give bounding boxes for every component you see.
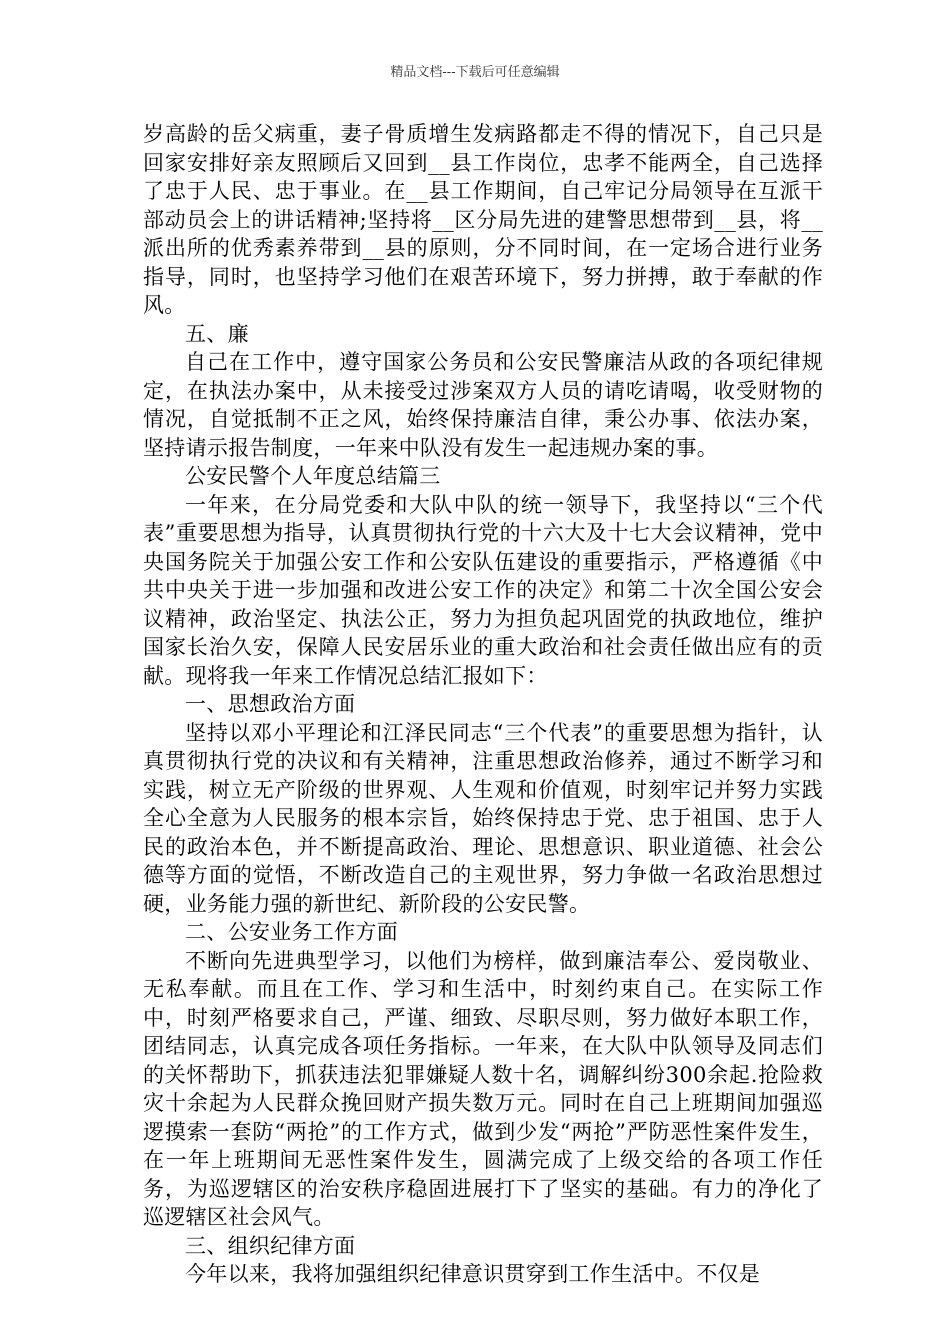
paragraph-continuation: 岁高龄的岳父病重，妻子骨质增生发病路都走不得的情况下，自己只是回家安排好亲友照顾后又回到__县工作岗位，忠孝不能两全，自己选择了忠于人民、忠于事业。在__县工作期间，自己牢记分局领导在互派干部动员会上的讲话精神;坚持将__区分局先进的建警思想带到__县，将__派出所的优秀素养带到__县的原则，分不同时间，在一定场合进行业务指导，同时，也坚持学习他们在艰苦环境下，努力拼搏，敢于奉献的作风。 bbox=[143, 122, 823, 317]
paragraph-intro: 一年来，在分局党委和大队中队的统一领导下，我坚持以“三个代表”重要思想为指导，认真贯彻执行党的十六大及十七大会议精神，党中央国务院关于加强公安工作和公安队伍建设的重要指示，严格遵循《中共中央关于进一步加强和改进公安工作的决定》和第二十次全国公安会议精神，政治坚定、执法公正，努力为担负起巩固党的执政地位，维护国家长治久安，保障人民安居乐业的重大政治和社会责任做出应有的贡献。现将我一年来工作情况总结汇报如下： bbox=[143, 492, 823, 688]
paragraph-discipline: 今年以来，我将加强组织纪律意识贯穿到工作生活中。不仅是 bbox=[185, 1262, 761, 1286]
section-heading-political: 一、思想政治方面 bbox=[185, 692, 356, 716]
page-header: 精品文档---下载后可任意编辑 bbox=[390, 65, 560, 80]
section-heading-discipline: 三、组织纪律方面 bbox=[185, 1233, 356, 1258]
section-heading-business: 二、公安业务工作方面 bbox=[185, 920, 398, 944]
article-title-part-three: 公安民警个人年度总结篇三 bbox=[185, 464, 441, 488]
document-body bbox=[143, 120, 823, 1289]
section-heading-integrity: 五、廉 bbox=[185, 321, 249, 346]
paragraph-integrity: 自己在工作中，遵守国家公务员和公安民警廉洁从政的各项纪律规定，在执法办案中，从未接受过涉案双方人员的请吃请喝，收受财物的情况，自觉抵制不正之风，始终保持廉洁自律，秉公办事、依法办案，坚持请示报告制度，一年来中队没有发生一起违规办案的事。 bbox=[143, 350, 823, 460]
paragraph-business: 不断向先进典型学习，以他们为榜样，做到廉洁奉公、爱岗敬业、无私奉献。而且在工作、学习和生活中，时刻约束自己。在实际工作中，时刻严格要求自己，严谨、细致、尽职尽则，努力做好本职工作，团结同志，认真完成各项任务指标。一年来，在大队中队领导及同志们的关怀帮助下，抓获违法犯罪嫌疑人数十名，调解纠纷300余起.抢险救灾十余起为人民群众挽回财产损失数万元。同时在自己上班期间加强巡逻摸索一套防“两抢”的工作方式，做到少发“两抢”严防恶性案件发生，在一年上班期间无恶性案件发生，圆满完成了上级交给的各项工作任务，为巡逻辖区的治安秩序稳固进展打下了坚实的基础。有力的净化了巡逻辖区社会风气。 bbox=[143, 948, 823, 1229]
paragraph-political: 坚持以邓小平理论和江泽民同志“三个代表”的重要思想为指针，认真贯彻执行党的决议和有关精神，注重思想政治修养，通过不断学习和实践，树立无产阶级的世界观、人生观和价值观，时刻牢记并努力实践全心全意为人民服务的根本宗旨，始终保持忠于党、忠于祖国、忠于人民的政治本色，并不断提高政治、理论、思想意识、职业道德、社会公德等方面的觉悟，不断改造自己的主观世界，努力争做一名政治思想过硬，业务能力强的新世纪、新阶段的公安民警。 bbox=[143, 720, 823, 916]
